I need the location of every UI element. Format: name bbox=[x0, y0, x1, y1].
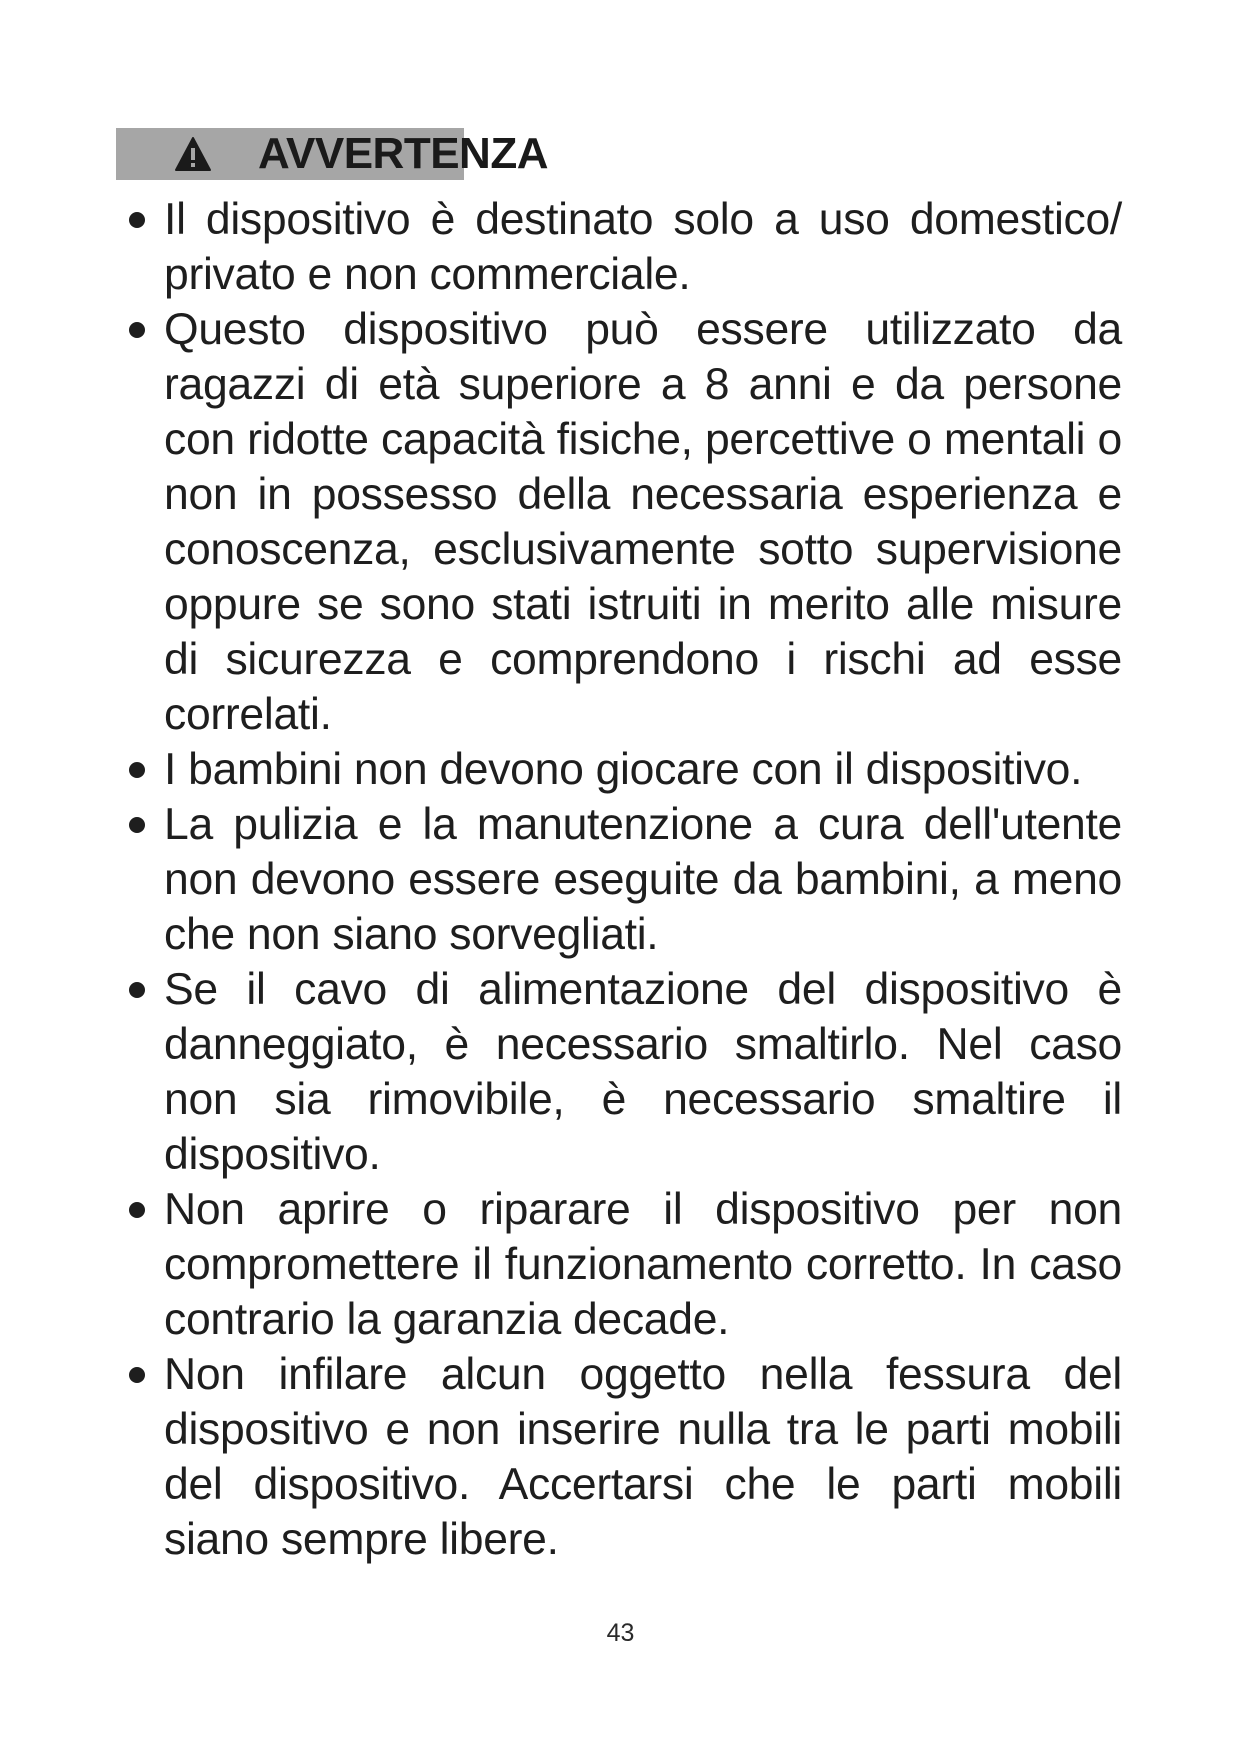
list-item-text: La pulizia e la manutenzione a cura dell'utente non devono essere eseguite da bambini, a meno che non siano sorvegliati. bbox=[164, 800, 1122, 959]
list-item-text: Questo dispositivo può essere utilizzato da ragazzi di età superiore a 8 anni e da persone con ridotte capacità fisiche, percettive o mentali o non in possesso della necessaria esperienza e conoscenza, esclusivamente sotto supervisione oppure se sono stati istruiti in merito alle misure di sicurezza e comprendono i rischi ad esse correlati. bbox=[164, 305, 1122, 739]
warning-title: AVVERTENZA bbox=[258, 129, 548, 178]
list-item bbox=[126, 192, 1122, 302]
bullet-icon bbox=[129, 1202, 145, 1218]
safety-bullet-list bbox=[126, 192, 1122, 1567]
list-item bbox=[126, 302, 1122, 742]
list-item-text: I bambini non devono giocare con il dispositivo. bbox=[164, 745, 1083, 794]
list-item bbox=[126, 797, 1122, 962]
list-item-text: Non infilare alcun oggetto nella fessura del dispositivo e non inserire nulla tra le parti mobili del dispositivo. Accertarsi che le parti mobili siano sempre libere. bbox=[164, 1350, 1122, 1564]
list-item bbox=[126, 1347, 1122, 1567]
bullet-icon bbox=[129, 212, 145, 228]
page-number: 43 bbox=[606, 1619, 635, 1647]
list-item bbox=[126, 1182, 1122, 1347]
bullet-icon bbox=[129, 762, 145, 778]
bullet-icon bbox=[129, 1367, 145, 1383]
list-item-text: Se il cavo di alimentazione del dispositivo è danneggiato, è necessario smaltirlo. Nel caso non sia rimovibile, è necessario smaltire il dispositivo. bbox=[164, 965, 1122, 1179]
bullet-icon bbox=[129, 982, 145, 998]
warning-triangle-icon bbox=[174, 136, 212, 172]
list-item-text: Il dispositivo è destinato solo a uso domestico/ privato e non commerciale. bbox=[164, 195, 1122, 299]
list-item bbox=[126, 962, 1122, 1182]
list-item bbox=[126, 742, 1122, 797]
warning-header bbox=[116, 128, 716, 180]
list-item-text: Non aprire o riparare il dispositivo per non compromettere il funzionamento corretto. In caso contrario la garanzia decade. bbox=[164, 1185, 1122, 1344]
bullet-icon bbox=[129, 817, 145, 833]
bullet-icon bbox=[129, 322, 145, 338]
